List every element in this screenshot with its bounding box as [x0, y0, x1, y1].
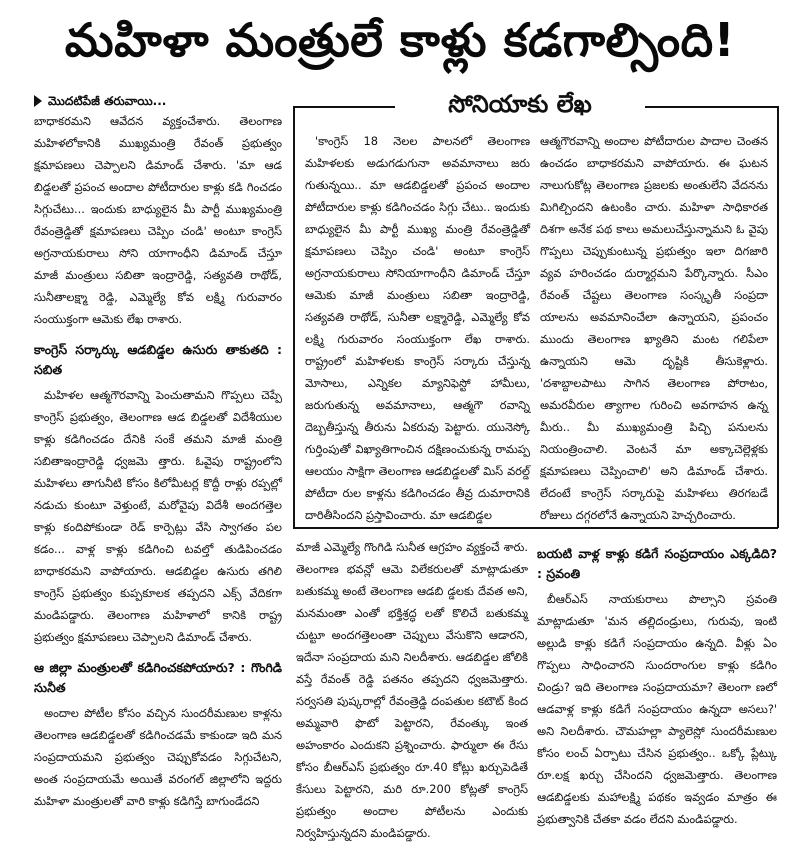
- right-column: [537, 544, 777, 830]
- subhead-sravanthi: బయటి వాళ్ల కాళ్లు కడిగే సంప్రదాయం ఎక్కడిది? : స్రవంతి: [537, 546, 777, 581]
- box-column-2: [540, 130, 768, 526]
- left-para-3: అందాల పోటీల కోసం వచ్చిన సుందరీమణుల కాళ్లను తెలంగాణ ఆడబిడ్డలతో కడిగించడమే కాకుండా ఇది మన సంప్రదాయమని ప్రభుత్వం చెప్పుకోవడం సిగ్గుచేటని, అంత సంప్రదాయమే అయితే వరంగల్ జిల్లాలోని ఇద్దరు మహిళా మంత్రులతో వారి కాళ్లు కడిగిస్తే బాగుండేదని: [34, 706, 282, 808]
- left-para-1: బాధాకరమని ఆవేదన వ్యక్తంచేశారు. తెలంగాణ మహిళలోకానికి ముఖ్యమంత్రి రేవంత్ ప్రభుత్వం క్షమాపణలు చెప్పాలని డిమాండ్ చేశారు. 'మా ఆడ బిడ్డలతో ప్రపంచ అందాల పోటీదారుల కాళ్లు కడి గించడం సిగ్గుచేటు... ఇందుకు బాధ్యులైన మీ పార్టీ ముఖ్యమంత్రి రేవంత్రెడ్డితో క్షమాపణలు చెప్పిం చండి' అంటూ కాంగ్రెస్ అగ్రనాయకురాలు సోని యాగాంధీని డిమాండ్ చేస్తూ మాజీ మంత్రులు సబితా ఇంద్రారెడ్డి, సత్యవతి రాథోడ్, సునీతాలక్ష్మా రెడ్డి, ఎమ్మెల్యే కోవ లక్ష్మి గురువారం సంయుక్తంగా ఆమెకు లేఖ రాశారు.: [34, 114, 282, 326]
- left-column: [34, 92, 282, 812]
- headline: మహిళా మంత్రులే కాళ్లు కడగాల్సింది!: [64, 13, 736, 67]
- box-rule-left: [293, 106, 295, 528]
- kicker-text: మొదటిపేజీ తరువాయి...: [48, 94, 167, 108]
- arrow-icon: [34, 95, 42, 107]
- box-para-2: ఆత్మగౌరవాన్ని అందాల పోటీదారుల పాదాల చెంతన ఉంచడం బాధాకరమని వాపోయారు. ఈ ఘటన నాలుగుకోట్ల తెలంగాణ ప్రజలకు అంతులేని వేదనను మిగిల్చిందని ఉటంకిం చారు. మహిళా సాధికారత దిశగా అనేక పథ కాలు అమలుచేస్తున్నామని ఓ వైపు గొప్పలు చెప్పుకుంటున్న ప్రభుత్వం ఇలా దిగజారి వ్యవ హరించడం దుర్మార్గమని పేర్కొన్నారు. సీఎం రేవంత్ చేష్టలు తెలంగాణ సంస్కృతీ సంప్రదా యాలను అవమానించేలా ఉన్నాయని, ప్రపంచం ముందు తెలంగాణ ఖ్యాతిని మంట గలిపేలా ఉన్నాయని ఆమె దృష్టికి తీసుకెళ్లారు. 'దశాబ్దాలపాటు సాగిన తెలంగాణ పోరాటం, అమరవీరుల త్యాగాల గురించి అవగాహన ఉన్న మీరు.. మీ ముఖ్యమంత్రి పిచ్చి పనులను నియంత్రించాలి. వెంటనే మా అక్కాచెల్లెళ్లకు క్షమాపణలు చెప్పించాలి' అని డిమాండ్ చేశారు. లేదంటే కాంగ్రెస్ సర్కారుపై మహిళలు తిరగబడే రోజులు దగ్గరలోనే ఉన్నాయని హెచ్చరించారు.: [540, 134, 768, 522]
- subhead-sabitha: కాంగ్రెస్ సర్కార్కు ఆడబిడ్డల ఉసురు తాకుతది : సబిత: [34, 342, 282, 377]
- right-para: బీఆర్ఎస్ నాయకురాలు పొల్సాని స్రవంతి మాట్లాడుతూ 'మన తల్లిదండ్రులు, గురువు, ఇంటి అల్లుడి కాళ్లు కడిగే సంప్రదాయం ఉన్నది. వీళ్లు ఏం గొప్పలు సాధించారని సుందరాంగుల కాళ్లు కడిగిం చిండ్రు? ఇది తెలంగాణ సంప్రదాయమా? తెలంగా ణలో ఆడవాళ్ల కాళ్లు కడిగే సంప్రదాయం ఉన్నదా అసలు?' అని నిలదీశారు. చౌమహల్లా ప్యాలెస్లో సుందరీమణుల కోసం లంచ్ ఏర్పాటు చేసిన ప్రభుత్వం.. ఒక్కో ప్లేట్కు రూ.లక్ష ఖర్చు చేసిందని ధ్వజమెత్తారు. తెలంగాణ ఆడబిడ్డలకు మహాలక్ష్మి పథకం ఇవ్వడం మాత్రం ఈ ప్రభుత్వానికి చేతకా వడం లేదని మండిపడ్డారు.: [537, 592, 777, 826]
- continuation-kicker: [34, 92, 282, 110]
- box-rule-bottom: [293, 527, 778, 529]
- box-para-1: 'కాంగ్రెస్ 18 నెలల పాలనలో తెలంగాణ మహిళలకు అడుగడుగునా అవమానాలు జరు గుతున్నయి.. మా ఆడబిడ్డలతో ప్రపంచ అందాల పోటీదారుల కాళ్లు కడిగించడం సిగ్గు చేటు.. ఇందుకు బాధ్యులైన మీ పార్టీ ముఖ్య మంత్రి రేవంత్రెడ్డితో క్షమాపణలు చెప్పిం చండి' అంటూ కాంగ్రెస్ అగ్రనాయకురాలు సోనియాగాంధీని డిమాండ్ చేస్తూ ఆమెకు మాజీ మంత్రులు సబితా ఇంద్రారెడ్డి, సత్యవతి రాథోడ్, సునీతా లక్ష్మారెడ్డి, ఎమ్మెల్యే కోవ లక్ష్మి గురువారం సంయుక్తంగా లేఖ రాశారు. రాష్ట్రంలో మహిళలకు కాంగ్రెస్ సర్కారు చేస్తున్న మోసాలు, ఎన్నికల మ్యానిఫెస్టో హామీలు, జరుగుతున్న అవమానాలు, ఆత్మగౌ రవాన్ని దెబ్బతీస్తున్న తీరును ఏకరువు పెట్టారు. యునెస్కో గుర్తింపుతో విఖ్యాతిగాంచిన దక్షిణంచుకున్న రామప్ప ఆలయం సాక్షిగా తెలంగాణ ఆడబిడ్డలతో మిస్ వరల్డ్ పోటీదా రుల కాళ్లను కడిగించడం తీవ్ర దుమారానికి దారితీసిందని ప్రస్తావించారు. మా ఆడబిడ్డల: [305, 134, 530, 522]
- box-column-1: [305, 130, 530, 526]
- left-para-2: మహిళల ఆత్మగౌరవాన్ని పెంచుతామని గొప్పలు చెప్పే కాంగ్రెస్ ప్రభుత్వం, తెలంగాణ ఆడ బిడ్డలతో విదేశీయుల కాళ్లు కడిగించడం దేనికి సంకే తమని మాజీ మంత్రి సబితాఇంద్రారెడ్డి ధ్వజమె త్తారు. ఓవైపు రాష్ట్రంలోని మహిళలు తాగునీటి కోసం కిలోమీటర్ల కొద్దీ రాళ్లు రప్పల్లో నడుచు కుంటూ వెళ్తుంటే, మరోవైపు విదేశీ అందగత్తెల కాళ్లు కందిపోకుండా రెడ్ కార్పెట్లు వేసి స్వాగతం పల కడం... వాళ్ల కాళ్లు కడిగించి టవల్తో తుడిపించడం బాధాకరమని వాపోయారు. ఆడబిడ్డల ఉసురు తగిలి కాంగ్రెస్ ప్రభుత్వం కుప్పకూలక తప్పదని ఎక్స్ వేదికగా మండిపడ్డారు. తెలంగాణ మహిళాలో కానికి రాష్ట్ర ప్రభుత్వం క్షమాపణలు చెప్పాలని డిమాండ్ చేశారు.: [34, 388, 282, 644]
- box-rule-right: [777, 106, 779, 528]
- subhead-sunitha: ఆ జిల్లా మంత్రులతో కడిగించకపోయారు? : గొంగిడి సునీత: [34, 660, 282, 695]
- mid-column: [296, 536, 528, 844]
- box-title: సోనియాకు లేఖ: [395, 92, 645, 122]
- mid-para: మాజీ ఎమ్మెల్యే గొంగిడి సునీత ఆగ్రహం వ్యక్తంచే శారు. తెలంగాణ భవన్లో ఆమె విలేకరులతో మాట్లాడుతూ బతుకమ్మ అంటే తెలంగాణ ఆడబి డ్డలకు దేవత అని, మనమంతా ఎంతో భక్తిశ్రద్ధ లతో కొలిచే బతుకమ్మ చుట్టూ అందగత్తెలంతా చెప్పులు వేసుకొని ఆడారని, ఇదేనా సంప్రదాయ మని నిలదీశారు. ఆడబిడ్డల జోలికి వస్తే రేవంత్ రెడ్డి పతనం తప్పదని ధ్వజమెత్తారు. సర్వసతి పుష్కరాల్లో రేవంత్రెడ్డి దంపతుల కటౌట్ కింద అమ్మవారి ఫొటో పెట్టారని, రేవంత్కు ఇంత అహంకారం ఎందుకని ప్రశ్నించారు. ఫార్ములా ఈ రేసు కోసం బీఆర్ఎస్ ప్రభుత్వం రూ.40 కోట్లు ఖర్చుపెడితే కేసులు పెట్టారని, మరి రూ.200 కోట్లతో కాంగ్రెస్ ప్రభుత్వం అందాల పోటీలను ఎందుకు నిర్వహిస్తున్నదని మండిపడ్డారు.: [296, 540, 528, 840]
